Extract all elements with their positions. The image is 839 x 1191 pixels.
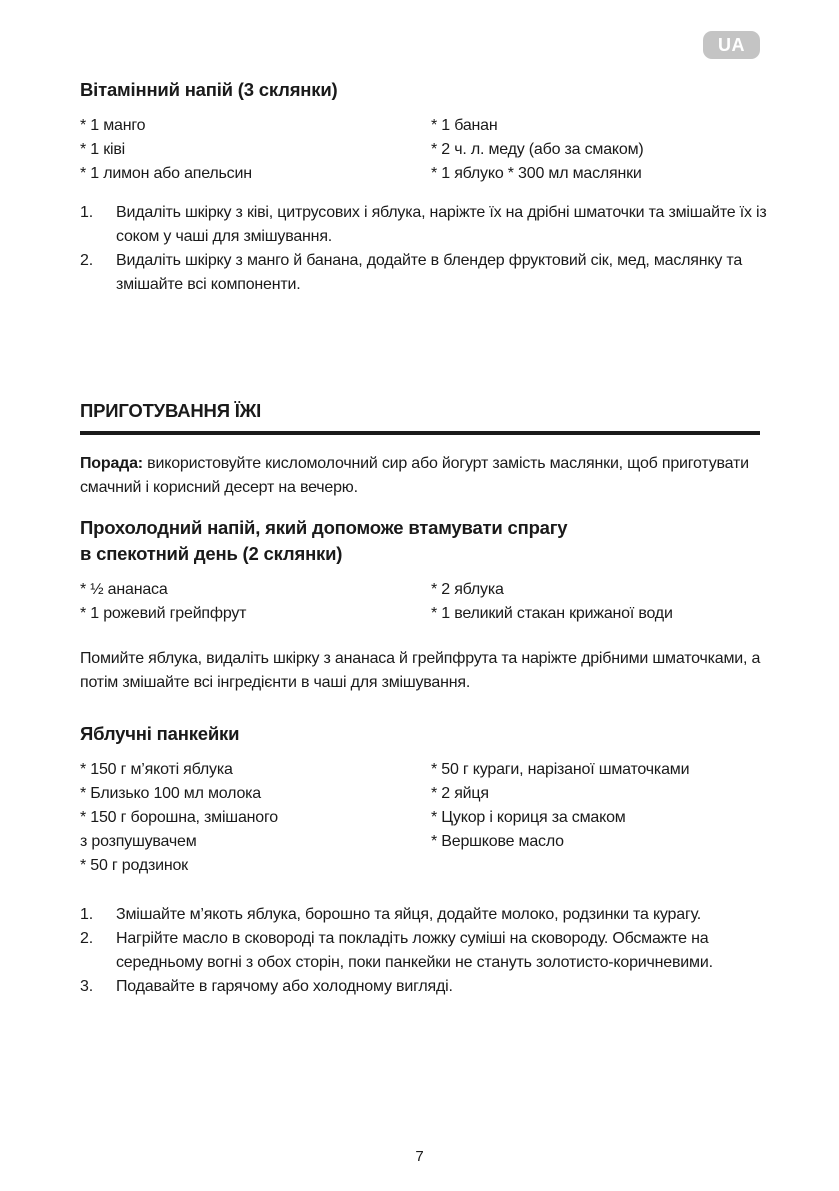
step-item — [80, 903, 770, 927]
ingredient-item: * 1 яблуко * 300 мл маслянки — [431, 165, 642, 182]
step-text: Нагрійте масло в сковороді та покладіть ложку суміші на сковороду. Обсмажте на середньому вогні з обох сторін, поки панкейки не стануть золотисто-коричневими. — [116, 930, 713, 971]
page-number: 7 — [415, 1148, 424, 1165]
step-item — [80, 201, 770, 249]
ingredient-item: * 1 ківі — [80, 141, 126, 158]
step-number: 1. — [80, 204, 93, 221]
ingredient-item: * 150 г м’якоті яблука — [80, 761, 233, 778]
steps-vitamin-drink — [80, 201, 770, 297]
language-badge: UA — [703, 31, 760, 59]
step-text: Видаліть шкірку з ківі, цитрусових і яблука, наріжте їх на дрібні шматочки та змішайте їх із соком у чаші для змішування. — [116, 204, 767, 245]
tip-label: Порада: — [80, 455, 143, 472]
recipe-title-vitamin-drink: Вітамінний напій (3 склянки) — [80, 79, 338, 100]
step-item — [80, 249, 770, 297]
ingredient-item: * 1 манго — [80, 117, 146, 134]
ingredients-left-column — [80, 578, 246, 626]
ingredient-item: * 150 г борошна, змішаного — [80, 809, 278, 826]
recipe-title-cool-drink — [80, 515, 567, 567]
ingredient-item: * 2 ч. л. меду (або за смаком) — [431, 141, 644, 158]
tip-text: використовуйте кисломолочний сир або йогурт замість маслянки, щоб приготувати смачний і корисний десерт на вечерю. — [80, 455, 749, 496]
section-divider — [80, 431, 760, 435]
step-number: 3. — [80, 978, 93, 995]
tip-paragraph — [80, 452, 770, 500]
instructions-cool-drink: Помийте яблука, видаліть шкірку з ананаса й грейпфрута та наріжте дрібними шматочками, а потім змішайте всі інгредієнти в чаші для змішування. — [80, 650, 761, 691]
step-text: Подавайте в гарячому або холодному вигляді. — [116, 978, 453, 995]
ingredients-right-column — [431, 758, 689, 854]
ingredient-item: * 1 великий стакан крижаної води — [431, 605, 673, 622]
ingredient-item: * 2 яйця — [431, 785, 489, 802]
ingredient-item: * Цукор і кориця за смаком — [431, 809, 626, 826]
ingredient-item: * ½ ананаса — [80, 581, 168, 598]
step-text: Змішайте м’якоть яблука, борошно та яйця, додайте молоко, родзинки та курагу. — [116, 906, 702, 923]
ingredient-item: * 1 рожевий грейпфрут — [80, 605, 247, 622]
ingredients-right-column — [431, 114, 644, 186]
ingredients-left-column — [80, 758, 278, 878]
step-number: 2. — [80, 930, 93, 947]
ingredient-item: з розпушувачем — [80, 833, 197, 850]
recipe-title-apple-pancakes: Яблучні панкейки — [80, 723, 240, 744]
ingredient-item: * 50 г родзинок — [80, 857, 188, 874]
steps-apple-pancakes — [80, 903, 770, 999]
ingredients-left-column — [80, 114, 252, 186]
ingredient-item: * 1 лимон або апельсин — [80, 165, 252, 182]
step-number: 2. — [80, 252, 93, 269]
step-number: 1. — [80, 906, 93, 923]
step-item — [80, 975, 770, 999]
ingredients-right-column — [431, 578, 673, 626]
ingredient-item: * Близько 100 мл молока — [80, 785, 261, 802]
step-text: Видаліть шкірку з манго й банана, додайте в блендер фруктовий сік, мед, маслянку та змішайте всі компоненти. — [116, 252, 743, 293]
section-title: ПРИГОТУВАННЯ ЇЖІ — [80, 400, 262, 421]
recipe-title-line: в спекотний день (2 склянки) — [80, 543, 343, 564]
recipe-title-line: Прохолодний напій, який допоможе втамувати спрагу — [80, 517, 568, 538]
step-item — [80, 927, 770, 975]
ingredient-item: * Вершкове масло — [431, 833, 564, 850]
ingredient-item: * 2 яблука — [431, 581, 504, 598]
ingredient-item: * 50 г кураги, нарізаної шматочками — [431, 761, 690, 778]
ingredient-item: * 1 банан — [431, 117, 498, 134]
